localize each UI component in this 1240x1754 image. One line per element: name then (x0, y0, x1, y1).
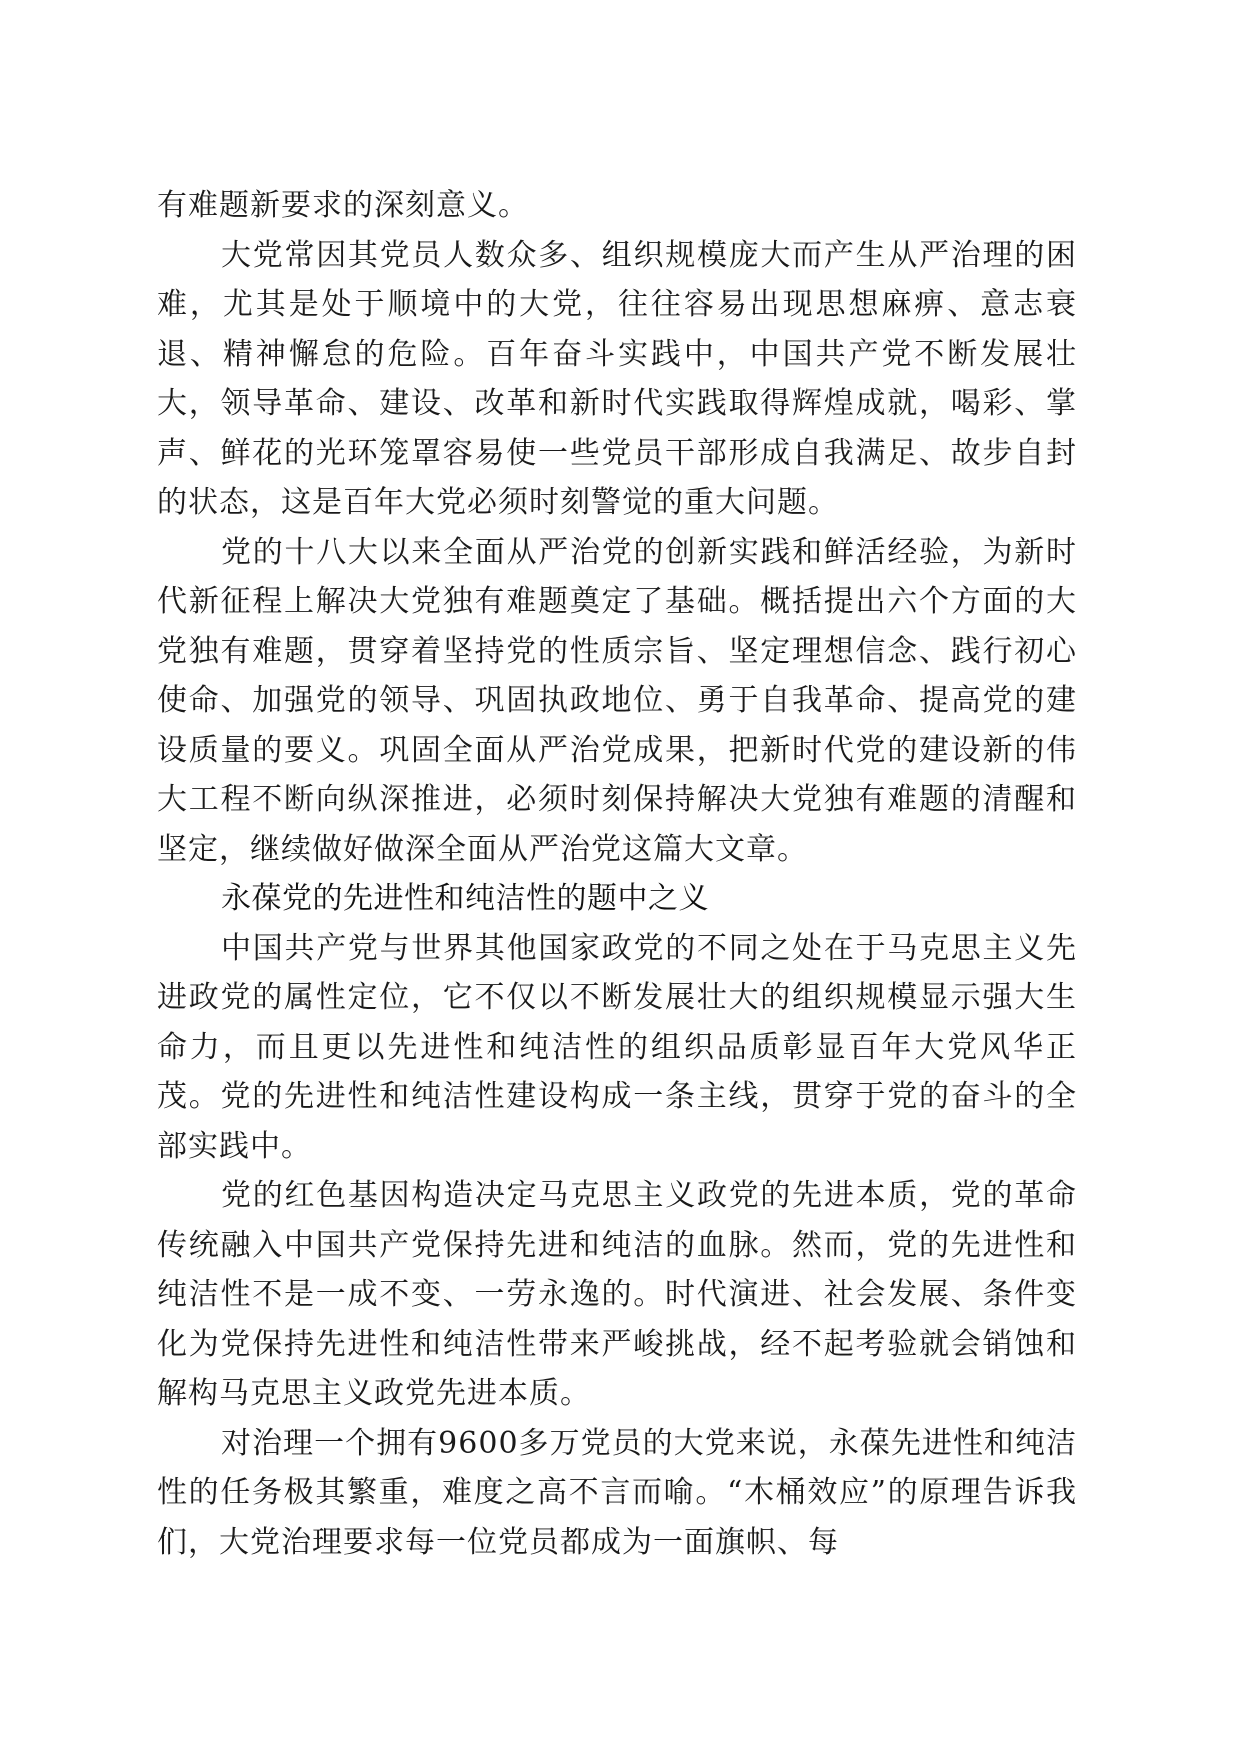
section-heading: 永葆党的先进性和纯洁性的题中之义 (221, 881, 709, 916)
paragraph: 对治理一个拥有9600多万党员的大党来说，永葆先进性和纯洁性的任务极其繁重，难度之高不言而喻。“木桶效应”的原理告诉我们，大党治理要求每一位党员都成为一面旗帜、每 (157, 1425, 1077, 1560)
paragraph: 党的红色基因构造决定马克思主义政党的先进本质，党的革命传统融入中国共产党保持先进和纯洁的血脉。然而，党的先进性和纯洁性不是一成不变、一劳永逸的。时代演进、社会发展、条件变化为党保持先进性和纯洁性带来严峻挑战，经不起考验就会销蚀和解构马克思主义政党先进本质。 (157, 1178, 1077, 1411)
paragraph-continuation: 有难题新要求的深刻意义。 (157, 188, 529, 223)
paragraph: 中国共产党与世界其他国家政党的不同之处在于马克思主义先进政党的属性定位，它不仅以不断发展壮大的组织规模显示强大生命力，而且更以先进性和纯洁性的组织品质彰显百年大党风华正茂。党的先进性和纯洁性建设构成一条主线，贯穿于党的奋斗的全部实践中。 (157, 930, 1077, 1164)
document-body (157, 181, 1077, 1567)
paragraph: 党的十八大以来全面从严治党的创新实践和鲜活经验，为新时代新征程上解决大党独有难题奠定了基础。概括提出六个方面的大党独有难题，贯穿着坚持党的性质宗旨、坚定理想信念、践行初心使命、加强党的领导、巩固执政地位、勇于自我革命、提高党的建设质量的要义。巩固全面从严治党成果，把新时代党的建设新的伟大工程不断向纵深推进，必须时刻保持解决大党独有难题的清醒和坚定，继续做好做深全面从严治党这篇大文章。 (157, 534, 1077, 867)
paragraph: 大党常因其党员人数众多、组织规模庞大而产生从严治理的困难，尤其是处于顺境中的大党，往往容易出现思想麻痹、意志衰退、精神懈怠的危险。百年奋斗实践中，中国共产党不断发展壮大，领导革命、建设、改革和新时代实践取得辉煌成就，喝彩、掌声、鲜花的光环笼罩容易使一些党员干部形成自我满足、故步自封的状态，这是百年大党必须时刻警觉的重大问题。 (157, 237, 1077, 520)
